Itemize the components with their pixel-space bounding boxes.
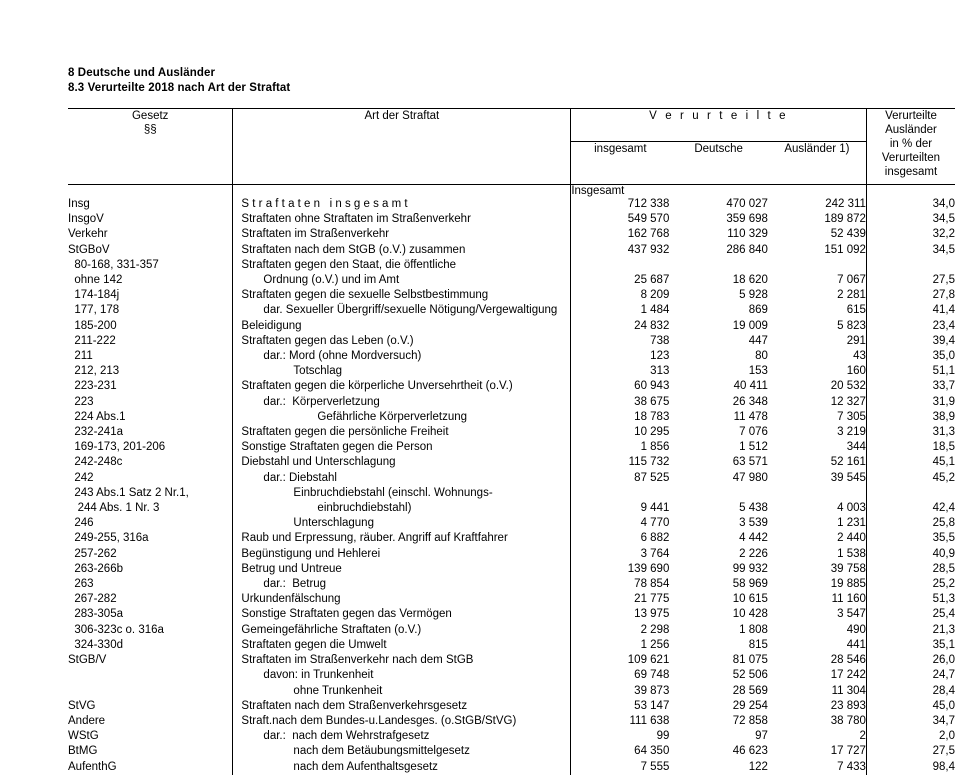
cell-deutsche: 10 615 (732, 593, 768, 606)
cell-pct-auslaender: 26,0 (932, 654, 955, 667)
table-body (68, 185, 955, 775)
cell-art-der-straftat: Betrug und Untreue (233, 562, 571, 577)
cell-auslaender: 23 893 (768, 699, 867, 714)
cell-art-der-straftat: Beleidigung (233, 319, 571, 334)
cell-art-der-straftat: Straftaten nach dem StGB (o.V.) zusammen (233, 243, 571, 258)
cell-deutsche: 153 (748, 365, 768, 378)
cell-insgesamt: 1 256 (640, 638, 670, 651)
cell-pct-auslaender: 35,1 (932, 638, 955, 651)
cell-gesetz: 244 Abs. 1 Nr. 3 (68, 502, 160, 515)
table-row (68, 227, 955, 242)
cell-pct-auslaender: 24,7 (932, 669, 955, 682)
cell-pct-auslaender: 27,8 (932, 289, 955, 302)
cell-pct-auslaender: 34,7 (932, 714, 955, 727)
cell-art-der-straftat: dar. Sexueller Übergriff/sexuelle Nötigung/Vergewaltigung (233, 303, 571, 318)
cell-auslaender: 5 823 (768, 319, 867, 334)
cell-gesetz: 242 (68, 471, 94, 484)
cell-auslaender: 12 327 (768, 395, 867, 410)
cell-art-der-straftat: dar.: nach dem Wehrstrafgesetz (233, 729, 571, 744)
cell-gesetz: 306-323c o. 316a (68, 623, 164, 636)
cell-gesetz: 249-255, 316a (68, 532, 149, 545)
section-title-row (68, 185, 955, 198)
cell-deutsche: 4 442 (739, 532, 768, 545)
table-row (68, 440, 955, 455)
cell-art-der-straftat: dar.: Körperverletzung (233, 395, 571, 410)
cell-insgesamt: 313 (650, 365, 670, 378)
cell-gesetz: 263 (68, 578, 94, 591)
cell-art-der-straftat: davon: in Trunkenheit (233, 668, 571, 683)
cell-art-der-straftat: Straftaten gegen das Leben (o.V.) (233, 334, 571, 349)
table-row (68, 243, 955, 258)
cell-deutsche: 80 (755, 350, 768, 363)
cell-deutsche: 47 980 (732, 471, 768, 484)
cell-pct-auslaender: 33,7 (932, 380, 955, 393)
cell-insgesamt: 162 768 (627, 228, 670, 241)
cell-gesetz: 169-173, 201-206 (68, 441, 166, 454)
cell-pct-auslaender: 42,4 (932, 502, 955, 515)
cell-auslaender: 39 758 (768, 562, 867, 577)
cell-auslaender: 1 538 (768, 547, 867, 562)
cell-auslaender: 43 (768, 349, 867, 364)
cell-gesetz: 174-184j (68, 289, 120, 302)
cell-art-der-straftat: Straftaten im Straßenverkehr nach dem StGB (233, 653, 571, 668)
cell-pct-auslaender: 25,4 (932, 608, 955, 621)
cell-insgesamt: 38 675 (634, 395, 670, 408)
cell-gesetz: InsgoV (68, 213, 104, 226)
table-row (68, 760, 955, 775)
cell-pct-auslaender: 21,3 (932, 623, 955, 636)
cell-gesetz: BtMG (68, 745, 98, 758)
cell-art-der-straftat: Straftaten gegen die sexuelle Selbstbestimmung (233, 288, 571, 303)
cell-deutsche: 63 571 (732, 456, 768, 469)
cell-gesetz: 224 Abs.1 (68, 410, 126, 423)
cell-insgesamt: 2 298 (640, 623, 670, 636)
cell-pct-auslaender (866, 258, 955, 273)
cell-gesetz: 211 (68, 350, 93, 363)
cell-pct-auslaender: 45,0 (932, 699, 955, 712)
cell-art-der-straftat: Straftaten ohne Straftaten im Straßenverkehr (233, 212, 571, 227)
cell-gesetz: 80-168, 331-357 (68, 258, 159, 271)
cell-gesetz: ohne 142 (68, 274, 123, 287)
table-header (68, 109, 955, 185)
cell-pct-auslaender: 51,1 (932, 365, 955, 378)
table-row (68, 197, 955, 212)
cell-deutsche: 1 808 (739, 623, 768, 636)
cell-gesetz: Insg (68, 198, 90, 210)
cell-deutsche: 110 329 (727, 228, 768, 241)
cell-insgesamt: 9 441 (640, 502, 670, 515)
cell-deutsche: 52 506 (732, 669, 768, 682)
cell-art-der-straftat: Straftaten gegen die persönliche Freiheit (233, 425, 571, 440)
table-row (68, 364, 955, 379)
cell-auslaender: 291 (768, 334, 867, 349)
cell-gesetz: WStG (68, 730, 99, 743)
cell-gesetz: 211-222 (68, 334, 116, 347)
cell-art-der-straftat: Sonstige Straftaten gegen das Vermögen (233, 607, 571, 622)
cell-art-der-straftat: Gefährliche Körperverletzung (233, 410, 571, 425)
table-row (68, 425, 955, 440)
cell-auslaender: 11 304 (768, 684, 867, 699)
cell-deutsche: 1 512 (739, 441, 768, 454)
cell-art-der-straftat: Diebstahl und Unterschlagung (233, 455, 571, 470)
cell-gesetz: Verkehr (68, 228, 108, 241)
cell-insgesamt: 115 732 (628, 456, 670, 469)
cell-gesetz: 212, 213 (68, 365, 120, 378)
cell-insgesamt: 1 484 (640, 304, 670, 317)
cell-gesetz: 263-266b (68, 562, 123, 575)
cell-auslaender: 7 305 (768, 410, 867, 425)
cell-pct-auslaender: 35,0 (932, 350, 955, 363)
table-row (68, 668, 955, 683)
table-row (68, 653, 955, 668)
cell-pct-auslaender: 31,9 (932, 395, 955, 408)
table-row (68, 319, 955, 334)
cell-insgesamt: 87 525 (634, 471, 670, 484)
cell-insgesamt: 13 975 (634, 608, 670, 621)
column-header-deutsche: Deutsche (669, 142, 768, 185)
cell-insgesamt: 8 209 (640, 289, 670, 302)
table-row (68, 547, 955, 562)
cell-pct-auslaender: 39,4 (932, 334, 955, 347)
cell-gesetz: 232-241a (68, 426, 123, 439)
cell-insgesamt: 24 832 (634, 319, 670, 332)
cell-deutsche: 2 226 (739, 547, 768, 560)
cell-pct-auslaender: 45,1 (932, 456, 955, 469)
cell-gesetz: StGB/V (68, 654, 107, 667)
table-row (68, 349, 955, 364)
cell-auslaender: 38 780 (768, 714, 867, 729)
table-row (68, 684, 955, 699)
cell-art-der-straftat: Straftaten gegen die Umwelt (233, 638, 571, 653)
cell-gesetz: 246 (68, 517, 94, 530)
cell-insgesamt: 10 295 (634, 426, 670, 439)
cell-auslaender: 17 727 (768, 744, 867, 759)
cell-art-der-straftat: dar.: Diebstahl (233, 471, 571, 486)
cell-insgesamt: 738 (650, 334, 670, 347)
table-row (68, 395, 955, 410)
table-row (68, 486, 955, 501)
cell-pct-auslaender: 18,5 (932, 441, 955, 454)
cell-gesetz (68, 684, 233, 699)
cell-deutsche: 10 428 (732, 608, 768, 621)
cell-pct-auslaender: 25,8 (932, 517, 955, 530)
cell-art-der-straftat: Straftaten im Straßenverkehr (233, 227, 571, 242)
cell-auslaender: 2 (768, 729, 867, 744)
cell-auslaender: 52 161 (768, 455, 867, 470)
table-row (68, 379, 955, 394)
cell-deutsche: 122 (748, 760, 768, 773)
cell-insgesamt: 3 764 (640, 547, 670, 560)
cell-gesetz: StVG (68, 699, 96, 712)
cell-insgesamt: 7 555 (640, 760, 670, 773)
cell-deutsche: 5 928 (739, 289, 768, 302)
cell-art-der-straftat: S t r a f t a t e n i n s g e s a m t (233, 197, 571, 212)
cell-deutsche: 7 076 (739, 426, 768, 439)
cell-art-der-straftat: Begünstigung und Hehlerei (233, 547, 571, 562)
cell-gesetz: 324-330d (68, 638, 123, 651)
cell-auslaender: 615 (768, 303, 867, 318)
cell-gesetz: 243 Abs.1 Satz 2 Nr.1, (68, 486, 189, 499)
cell-insgesamt: 6 882 (640, 532, 670, 545)
table-row (68, 258, 955, 273)
cell-auslaender: 3 547 (768, 607, 867, 622)
cell-art-der-straftat: ohne Trunkenheit (233, 684, 571, 699)
cell-gesetz: AufenthG (68, 760, 117, 773)
cell-auslaender: 1 231 (768, 516, 867, 531)
cell-auslaender: 160 (768, 364, 867, 379)
cell-deutsche: 97 (755, 730, 768, 743)
section-label: Insgesamt (571, 185, 867, 198)
column-header-pct-auslaender: Verurteilte Ausländer in % der Verurteilten insgesamt (866, 109, 955, 185)
cell-art-der-straftat: Einbruchdiebstahl (einschl. Wohnungs- (233, 486, 571, 501)
cell-gesetz (68, 668, 233, 683)
cell-deutsche: 46 623 (732, 745, 768, 758)
cell-auslaender: 242 311 (768, 197, 867, 212)
cell-art-der-straftat: Straftaten gegen die körperliche Unversehrtheit (o.V.) (233, 379, 571, 394)
cell-deutsche: 18 620 (732, 274, 768, 287)
cell-insgesamt: 109 621 (627, 654, 670, 667)
table-row (68, 638, 955, 653)
cell-deutsche (669, 486, 768, 501)
table-row (68, 303, 955, 318)
cell-art-der-straftat: dar.: Mord (ohne Mordversuch) (233, 349, 571, 364)
cell-deutsche: 869 (748, 304, 768, 317)
cell-auslaender: 7 067 (768, 273, 867, 288)
cell-deutsche: 99 932 (732, 562, 768, 575)
cell-deutsche: 447 (748, 334, 768, 347)
cell-pct-auslaender: 34,5 (932, 243, 955, 256)
cell-deutsche: 72 858 (732, 714, 768, 727)
table-row (68, 531, 955, 546)
cell-insgesamt: 712 338 (627, 198, 670, 210)
cell-pct-auslaender: 2,0 (939, 730, 955, 743)
cell-art-der-straftat: Straftaten gegen den Staat, die öffentliche (233, 258, 571, 273)
cell-insgesamt: 549 570 (627, 213, 670, 226)
cell-insgesamt: 39 873 (634, 684, 670, 697)
cell-gesetz: 177, 178 (68, 304, 120, 317)
cell-insgesamt: 123 (650, 350, 670, 363)
table-row (68, 501, 955, 516)
cell-auslaender: 3 219 (768, 425, 867, 440)
cell-auslaender: 344 (768, 440, 867, 455)
cell-insgesamt: 25 687 (634, 274, 670, 287)
cell-gesetz: Andere (68, 714, 106, 727)
cell-deutsche: 286 840 (726, 243, 768, 256)
cell-insgesamt (571, 258, 670, 273)
cell-auslaender: 2 440 (768, 531, 867, 546)
cell-gesetz: 242-248c (68, 456, 123, 469)
page-title (68, 66, 290, 96)
table-row (68, 212, 955, 227)
cell-deutsche: 11 478 (733, 410, 768, 423)
cell-insgesamt: 21 775 (634, 593, 670, 606)
cell-deutsche: 3 539 (739, 517, 768, 530)
cell-deutsche: 29 254 (732, 699, 768, 712)
cell-auslaender: 441 (768, 638, 867, 653)
cell-insgesamt: 139 690 (627, 562, 670, 575)
cell-pct-auslaender: 28,4 (932, 684, 955, 697)
cell-pct-auslaender: 34,0 (932, 198, 955, 210)
cell-art-der-straftat: Unterschlagung (233, 516, 571, 531)
cell-insgesamt: 18 783 (634, 410, 670, 423)
cell-art-der-straftat: nach dem Betäubungsmittelgesetz (233, 744, 571, 759)
cell-pct-auslaender: 23,4 (932, 319, 955, 332)
table-row (68, 562, 955, 577)
column-header-group-verurteilte: V e r u r t e i l t e (571, 109, 867, 142)
cell-insgesamt: 4 770 (640, 517, 670, 530)
cell-art-der-straftat: einbruchdiebstahl) (233, 501, 571, 516)
column-header-gesetz-line2: §§ (143, 124, 157, 136)
column-header-auslaender: Ausländer 1) (768, 142, 867, 185)
cell-deutsche: 26 348 (732, 395, 768, 408)
column-header-gesetz (68, 109, 233, 185)
cell-deutsche: 40 411 (733, 380, 768, 393)
cell-art-der-straftat: Gemeingefährliche Straftaten (o.V.) (233, 623, 571, 638)
cell-auslaender: 151 092 (768, 243, 867, 258)
cell-deutsche: 19 009 (732, 319, 768, 332)
table-row (68, 471, 955, 486)
cell-pct-auslaender: 41,4 (932, 304, 955, 317)
cell-auslaender: 20 532 (768, 379, 867, 394)
cell-insgesamt: 1 856 (640, 441, 670, 454)
page-title-line-2: 8.3 Verurteilte 2018 nach Art der Straftat (68, 82, 291, 94)
cell-art-der-straftat: Urkundenfälschung (233, 592, 571, 607)
cell-art-der-straftat: Totschlag (233, 364, 571, 379)
cell-insgesamt: 64 350 (634, 745, 670, 758)
cell-art-der-straftat: dar.: Betrug (233, 577, 571, 592)
cell-deutsche: 81 075 (732, 654, 768, 667)
cell-auslaender: 7 433 (768, 760, 867, 775)
cell-gesetz: 283-305a (68, 608, 123, 621)
cell-pct-auslaender: 31,3 (932, 426, 955, 439)
cell-deutsche: 359 698 (726, 213, 768, 226)
cell-auslaender: 11 160 (768, 592, 867, 607)
cell-auslaender (768, 486, 867, 501)
table-row (68, 714, 955, 729)
column-header-art-der-straftat: Art der Straftat (233, 109, 571, 185)
table-row (68, 592, 955, 607)
cell-auslaender: 490 (768, 623, 867, 638)
cell-art-der-straftat: Straft.nach dem Bundes-u.Landesges. (o.StGB/StVG) (233, 714, 571, 729)
cell-gesetz: 223 (68, 395, 94, 408)
cell-insgesamt: 78 854 (634, 578, 670, 591)
cell-gesetz: 257-262 (68, 547, 117, 560)
cell-pct-auslaender: 32,2 (932, 228, 955, 241)
cell-gesetz: 267-282 (68, 593, 117, 606)
cell-auslaender: 189 872 (768, 212, 867, 227)
cell-auslaender: 19 885 (768, 577, 867, 592)
cell-gesetz: StGBoV (68, 243, 110, 256)
table-row (68, 699, 955, 714)
cell-auslaender: 52 439 (768, 227, 867, 242)
cell-insgesamt: 111 638 (629, 714, 670, 727)
cell-deutsche (669, 258, 768, 273)
cell-deutsche: 28 569 (732, 684, 768, 697)
table-row (68, 455, 955, 470)
cell-pct-auslaender: 28,5 (932, 562, 955, 575)
cell-pct-auslaender: 27,5 (932, 274, 955, 287)
table-row (68, 288, 955, 303)
statistics-table (68, 108, 955, 775)
cell-pct-auslaender: 98,4 (932, 760, 955, 773)
cell-pct-auslaender: 25,2 (932, 578, 955, 591)
cell-gesetz: 223-231 (68, 380, 117, 393)
cell-pct-auslaender: 27,5 (932, 745, 955, 758)
table-row (68, 410, 955, 425)
page-title-line-1: 8 Deutsche und Ausländer (68, 67, 216, 79)
cell-pct-auslaender: 38,9 (932, 410, 955, 423)
cell-insgesamt: 437 932 (627, 243, 670, 256)
cell-insgesamt: 69 748 (634, 669, 670, 682)
cell-deutsche: 470 027 (726, 198, 768, 210)
table-row (68, 577, 955, 592)
cell-pct-auslaender: 34,5 (932, 213, 955, 226)
cell-pct-auslaender: 40,9 (932, 547, 955, 560)
cell-gesetz: 185-200 (68, 319, 117, 332)
cell-insgesamt (571, 486, 670, 501)
table-row (68, 729, 955, 744)
table-row (68, 623, 955, 638)
cell-pct-auslaender: 51,3 (932, 593, 955, 606)
cell-deutsche: 815 (748, 638, 768, 651)
table-row (68, 516, 955, 531)
cell-pct-auslaender: 35,5 (932, 532, 955, 545)
cell-deutsche: 58 969 (732, 578, 768, 591)
column-header-gesetz-line1: Gesetz (131, 110, 169, 122)
cell-auslaender: 17 242 (768, 668, 867, 683)
cell-insgesamt: 60 943 (634, 380, 670, 393)
cell-art-der-straftat: Sonstige Straftaten gegen die Person (233, 440, 571, 455)
table-row (68, 334, 955, 349)
cell-art-der-straftat: nach dem Aufenthaltsgesetz (233, 760, 571, 775)
cell-art-der-straftat: Straftaten nach dem Straßenverkehrsgesetz (233, 699, 571, 714)
cell-auslaender: 39 545 (768, 471, 867, 486)
cell-auslaender: 2 281 (768, 288, 867, 303)
cell-insgesamt: 99 (656, 730, 670, 743)
cell-pct-auslaender: 45,2 (932, 471, 955, 484)
table-row (68, 273, 955, 288)
cell-auslaender: 4 003 (768, 501, 867, 516)
cell-art-der-straftat: Ordnung (o.V.) und im Amt (233, 273, 571, 288)
cell-art-der-straftat: Raub und Erpressung, räuber. Angriff auf Kraftfahrer (233, 531, 571, 546)
cell-auslaender: 28 546 (768, 653, 867, 668)
cell-deutsche: 5 438 (739, 502, 768, 515)
cell-auslaender (768, 258, 867, 273)
table-row (68, 607, 955, 622)
cell-pct-auslaender (866, 486, 955, 501)
cell-insgesamt: 53 147 (634, 699, 670, 712)
table-row (68, 744, 955, 759)
column-header-insgesamt: insgesamt (571, 142, 670, 185)
